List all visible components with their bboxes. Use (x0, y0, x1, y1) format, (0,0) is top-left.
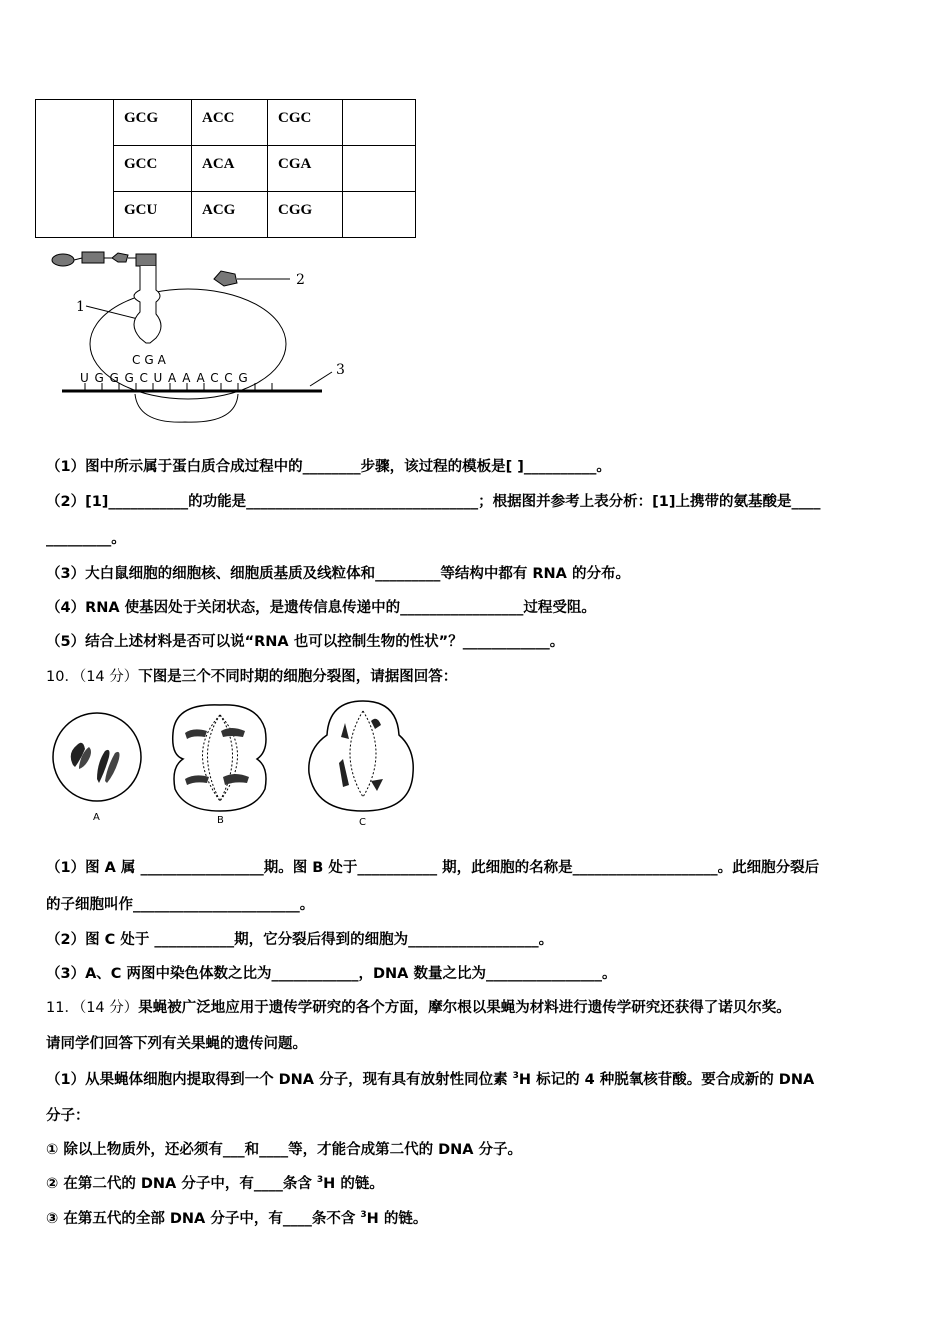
codon-table (35, 99, 416, 238)
table-row (36, 100, 416, 146)
question-text: 果蝇被广泛地应用于遗传学研究的各个方面，摩尔根以果蝇为材料进行遗传学研究还获得了诺贝尔奖。 (138, 1000, 791, 1016)
trna (134, 266, 161, 343)
q11-stem (46, 996, 791, 1017)
q10-stem (46, 665, 457, 686)
q11-sub-2: ② 在第二代的 DNA 分子中，有____条含 $^3$H 的链。 (46, 1175, 384, 1192)
q10-part-3: （3）A、C 两图中染色体数之比为____________，DNA 数量之比为________________。 (46, 966, 617, 982)
q11-stem-cont: 请同学们回答下列有关果蝇的遗传问题。 (46, 1036, 307, 1052)
table-cell: ACG (192, 192, 268, 238)
polypeptide-chain (52, 252, 156, 266)
question-text: 下图是三个不同时期的细胞分裂图，请据图回答： (138, 669, 458, 685)
cell-division-figures (45, 693, 425, 833)
table-empty-cell (36, 100, 114, 238)
cell-b (173, 705, 266, 826)
q9-part-3: （3）大白鼠细胞的细胞核、细胞质基质及线粒体和_________等结构中都有 RNA 的分布。 (46, 566, 630, 582)
leader-line-3 (310, 372, 332, 386)
label-b: B (217, 815, 224, 826)
q9-part-2: （2）[1]___________的功能是________________________________；根据图并参考上表分析：[1]上携带的氨基酸是____ (46, 494, 821, 510)
cell-c (309, 701, 413, 828)
table-cell: CGG (268, 192, 343, 238)
q11-sub-3: ③ 在第五代的全部 DNA 分子中，有____条不含 $^3$H 的链。 (46, 1210, 428, 1227)
q10-part-1-cont: 的子细胞叫作_______________________。 (46, 897, 315, 913)
ribosome-small-subunit (135, 394, 238, 422)
amino-acid (214, 271, 290, 286)
table-cell: CGC (268, 100, 343, 146)
table-empty-cell (343, 192, 416, 238)
label-c: C (359, 817, 366, 828)
label-a: A (93, 812, 100, 823)
table-cell: GCG (114, 100, 192, 146)
table-cell: CGA (268, 146, 343, 192)
mrna-sequence: UGGGCUAAACCG (80, 371, 254, 385)
table-cell: ACA (192, 146, 268, 192)
question-number: 11．（14 分） (46, 1000, 139, 1016)
leader-line-1 (86, 306, 138, 319)
q11-sub-1: ① 除以上物质外，还必须有___和____等，才能合成第二代的 DNA 分子。 (46, 1142, 523, 1158)
translation-diagram (40, 246, 360, 431)
table-empty-cell (343, 146, 416, 192)
label-3: 3 (336, 362, 345, 378)
q9-part-1: （1）图中所示属于蛋白质合成过程中的________步骤，该过程的模板是[ ]__________。 (46, 459, 611, 475)
q9-part-2-cont: _________。 (46, 531, 126, 547)
q11-part-1-cont: 分子： (46, 1108, 90, 1124)
q10-part-2: （2）图 C 处于 ___________期，它分裂后得到的细胞为__________________。 (46, 932, 554, 948)
table-cell: GCU (114, 192, 192, 238)
question-number: 10．（14 分） (46, 669, 139, 685)
label-2: 2 (296, 272, 305, 288)
table-empty-cell (343, 100, 416, 146)
label-1: 1 (76, 299, 85, 315)
q9-part-5: （5）结合上述材料是否可以说“RNA 也可以控制生物的性状”？____________。 (46, 634, 565, 650)
q10-part-1: （1）图 A 属 _________________期。图 B 处于___________ 期，此细胞的名称是____________________。此细胞分裂后 (46, 860, 820, 876)
cell-a (53, 713, 141, 823)
table-cell: GCC (114, 146, 192, 192)
q11-part-1: （1）从果蝇体细胞内提取得到一个 DNA 分子，现有具有放射性同位素 $^3$H 标记的 4 种脱氧核苷酸。要合成新的 DNA (46, 1071, 815, 1088)
anticodon: CGA (132, 353, 170, 367)
q9-part-4: （4）RNA 使基因处于关闭状态，是遗传信息传递中的_________________过程受阻。 (46, 600, 596, 616)
table-cell: ACC (192, 100, 268, 146)
